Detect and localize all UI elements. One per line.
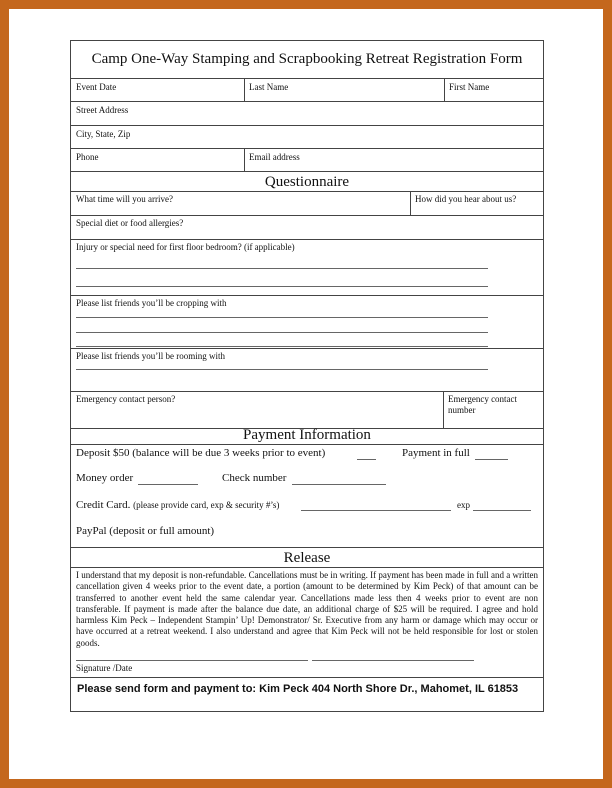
money-order-line[interactable] [138, 484, 198, 485]
arrival-row [71, 192, 543, 216]
credit-card-title: Credit Card. [76, 499, 131, 511]
payment-full-label: Payment in full [402, 447, 470, 459]
release-heading: Release [283, 550, 331, 566]
exp-line[interactable] [473, 510, 531, 511]
last-name-field[interactable] [244, 79, 444, 101]
name-row [71, 79, 543, 102]
emergency-number-label-2: number [448, 405, 476, 415]
credit-card-label [76, 499, 279, 511]
document-page [9, 9, 603, 779]
payment-full-line[interactable] [475, 459, 508, 460]
credit-card-line[interactable] [301, 510, 451, 511]
form-title-row [71, 41, 543, 79]
diet-field[interactable] [71, 216, 543, 240]
date-line[interactable] [312, 660, 474, 661]
street-address-field[interactable] [71, 102, 543, 126]
rooming-answer-line[interactable] [76, 369, 488, 370]
emergency-person-label: Emergency contact person? [76, 394, 176, 404]
send-instructions: Please send form and payment to: Kim Peck 404 North Shore Dr., Mahomet, IL 61853 [77, 683, 519, 695]
injury-answer-line[interactable] [76, 268, 488, 269]
send-row [71, 678, 543, 711]
event-date-label: Event Date [76, 82, 117, 92]
exp-label: exp [457, 500, 470, 510]
injury-label: Injury or special need for first floor bedroom? (if applicable) [76, 242, 295, 252]
cropping-answer-line[interactable] [76, 346, 488, 347]
release-text: I understand that my deposit is non-refundable. Cancellations must be in writing. If payment has been made in full and a written cancellation given 4 weeks prior to the event date, a portion (amount to be determined by Kim Peck) of that amount can be transferred to another event held the same calendar year. Cancellations made less then 4 weeks prior to event are non transferable. If payment is made after the balance due date, an additional charge of $25 will be required. I agree and hold harmless Kim Peck – Independent Stampin’ Up! Demonstrator/ Sr. Executive from any harm or damage which may occur or have occurred at a retreat weekend. I also understand and agree that Kim Peck will not be held responsible for lost or stolen goods. [76, 570, 538, 648]
cropping-answer-line[interactable] [76, 317, 488, 318]
last-name-label: Last Name [249, 82, 289, 92]
registration-form [70, 40, 544, 712]
check-number-label: Check number [222, 472, 287, 484]
credit-card-note: (please provide card, exp & security #’s) [133, 500, 280, 510]
questionnaire-heading: Questionnaire [264, 174, 350, 190]
first-name-label: First Name [449, 82, 490, 92]
city-state-zip-field[interactable] [71, 126, 543, 149]
hear-about-field[interactable] [410, 192, 543, 215]
injury-field[interactable] [71, 240, 543, 296]
deposit-line[interactable] [357, 459, 376, 460]
deposit-label: Deposit $50 (balance will be due 3 weeks prior to event) [76, 447, 326, 459]
paypal-label: PayPal (deposit or full amount) [76, 525, 215, 537]
payment-block [71, 445, 543, 548]
injury-answer-line[interactable] [76, 286, 488, 287]
emergency-row [71, 392, 543, 429]
diet-label: Special diet or food allergies? [76, 218, 184, 228]
signature-line[interactable] [76, 660, 308, 661]
city-state-zip-label: City, State, Zip [76, 129, 131, 139]
hear-about-label: How did you hear about us? [415, 194, 517, 204]
first-name-field[interactable] [444, 79, 543, 101]
check-number-line[interactable] [292, 484, 386, 485]
emergency-number-field[interactable] [443, 392, 543, 428]
signature-label: Signature /Date [76, 663, 133, 673]
phone-email-row [71, 149, 543, 172]
emergency-number-label-1: Emergency contact [448, 394, 518, 404]
payment-header-row [71, 429, 543, 445]
payment-heading: Payment Information [243, 427, 371, 443]
street-address-label: Street Address [76, 105, 129, 115]
form-title: Camp One-Way Stamping and Scrapbooking Retreat Registration Form [91, 51, 523, 67]
questionnaire-header-row [71, 172, 543, 192]
money-order-label: Money order [76, 472, 134, 484]
cropping-field[interactable] [71, 296, 543, 349]
rooming-field[interactable] [71, 349, 543, 392]
email-label: Email address [249, 152, 300, 162]
release-block [71, 568, 543, 678]
cropping-label: Please list friends you’ll be cropping with [76, 298, 227, 308]
cropping-answer-line[interactable] [76, 332, 488, 333]
rooming-label: Please list friends you’ll be rooming with [76, 351, 225, 361]
arrive-time-label: What time will you arrive? [76, 194, 173, 204]
release-header-row [71, 548, 543, 568]
email-field[interactable] [244, 149, 543, 171]
phone-label: Phone [76, 152, 99, 162]
